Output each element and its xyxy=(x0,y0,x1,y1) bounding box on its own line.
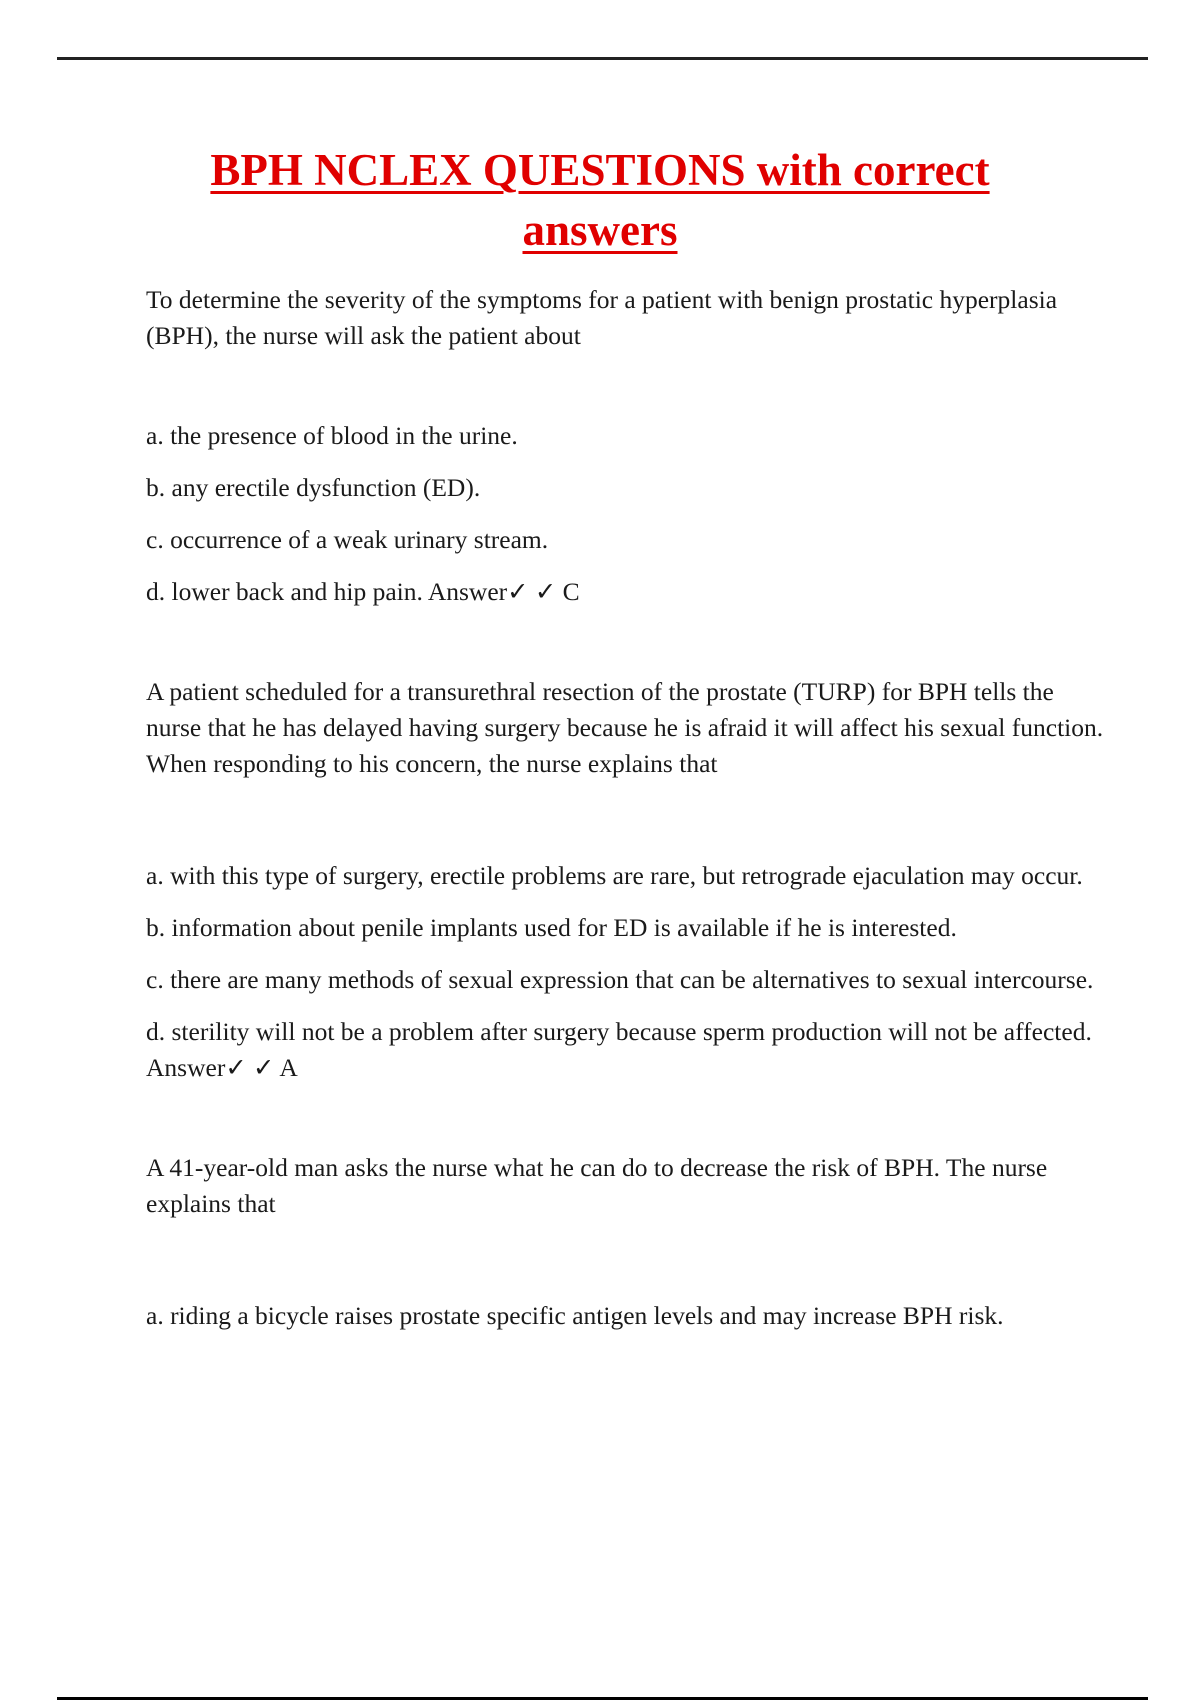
answer-option: a. the presence of blood in the urine. xyxy=(146,421,518,450)
title-line-1: BPH NCLEX QUESTIONS with correct xyxy=(210,145,990,195)
answer-option: c. there are many methods of sexual expression that can be alternatives to sexual intercourse. xyxy=(146,965,1094,994)
top-rule xyxy=(57,57,1148,60)
answer-option: a. riding a bicycle raises prostate specific antigen levels and may increase BPH risk. xyxy=(146,1301,1004,1330)
answer-option: d. lower back and hip pain. Answer✓ ✓ C xyxy=(146,577,580,606)
question-stem: A patient scheduled for a transurethral resection of the prostate (TURP) for BPH tells the nurse that he has delayed having surgery because he is afraid it will affect his sexual function. When responding to his concern, the nurse explains that xyxy=(146,677,1104,778)
answer-option: d. sterility will not be a problem after surgery because sperm production will not be affected. Answer✓ ✓ A xyxy=(146,1017,1092,1082)
document-title xyxy=(0,140,1200,260)
answer-option: c. occurrence of a weak urinary stream. xyxy=(146,525,549,554)
answer-option: b. any erectile dysfunction (ED). xyxy=(146,473,481,502)
answer-option: a. with this type of surgery, erectile problems are rare, but retrograde ejaculation may occur. xyxy=(146,861,1083,890)
question-stem: To determine the severity of the symptoms for a patient with benign prostatic hyperplasia (BPH), the nurse will ask the patient about xyxy=(146,285,1058,350)
question-stem: A 41-year-old man asks the nurse what he can do to decrease the risk of BPH. The nurse explains that xyxy=(146,1153,1048,1218)
question-1 xyxy=(146,282,1106,610)
question-2 xyxy=(146,674,1106,1086)
question-3 xyxy=(146,1150,1106,1334)
title-line-2: answers xyxy=(522,205,678,255)
document-body xyxy=(146,282,1106,1350)
answer-option: b. information about penile implants used for ED is available if he is interested. xyxy=(146,913,957,942)
